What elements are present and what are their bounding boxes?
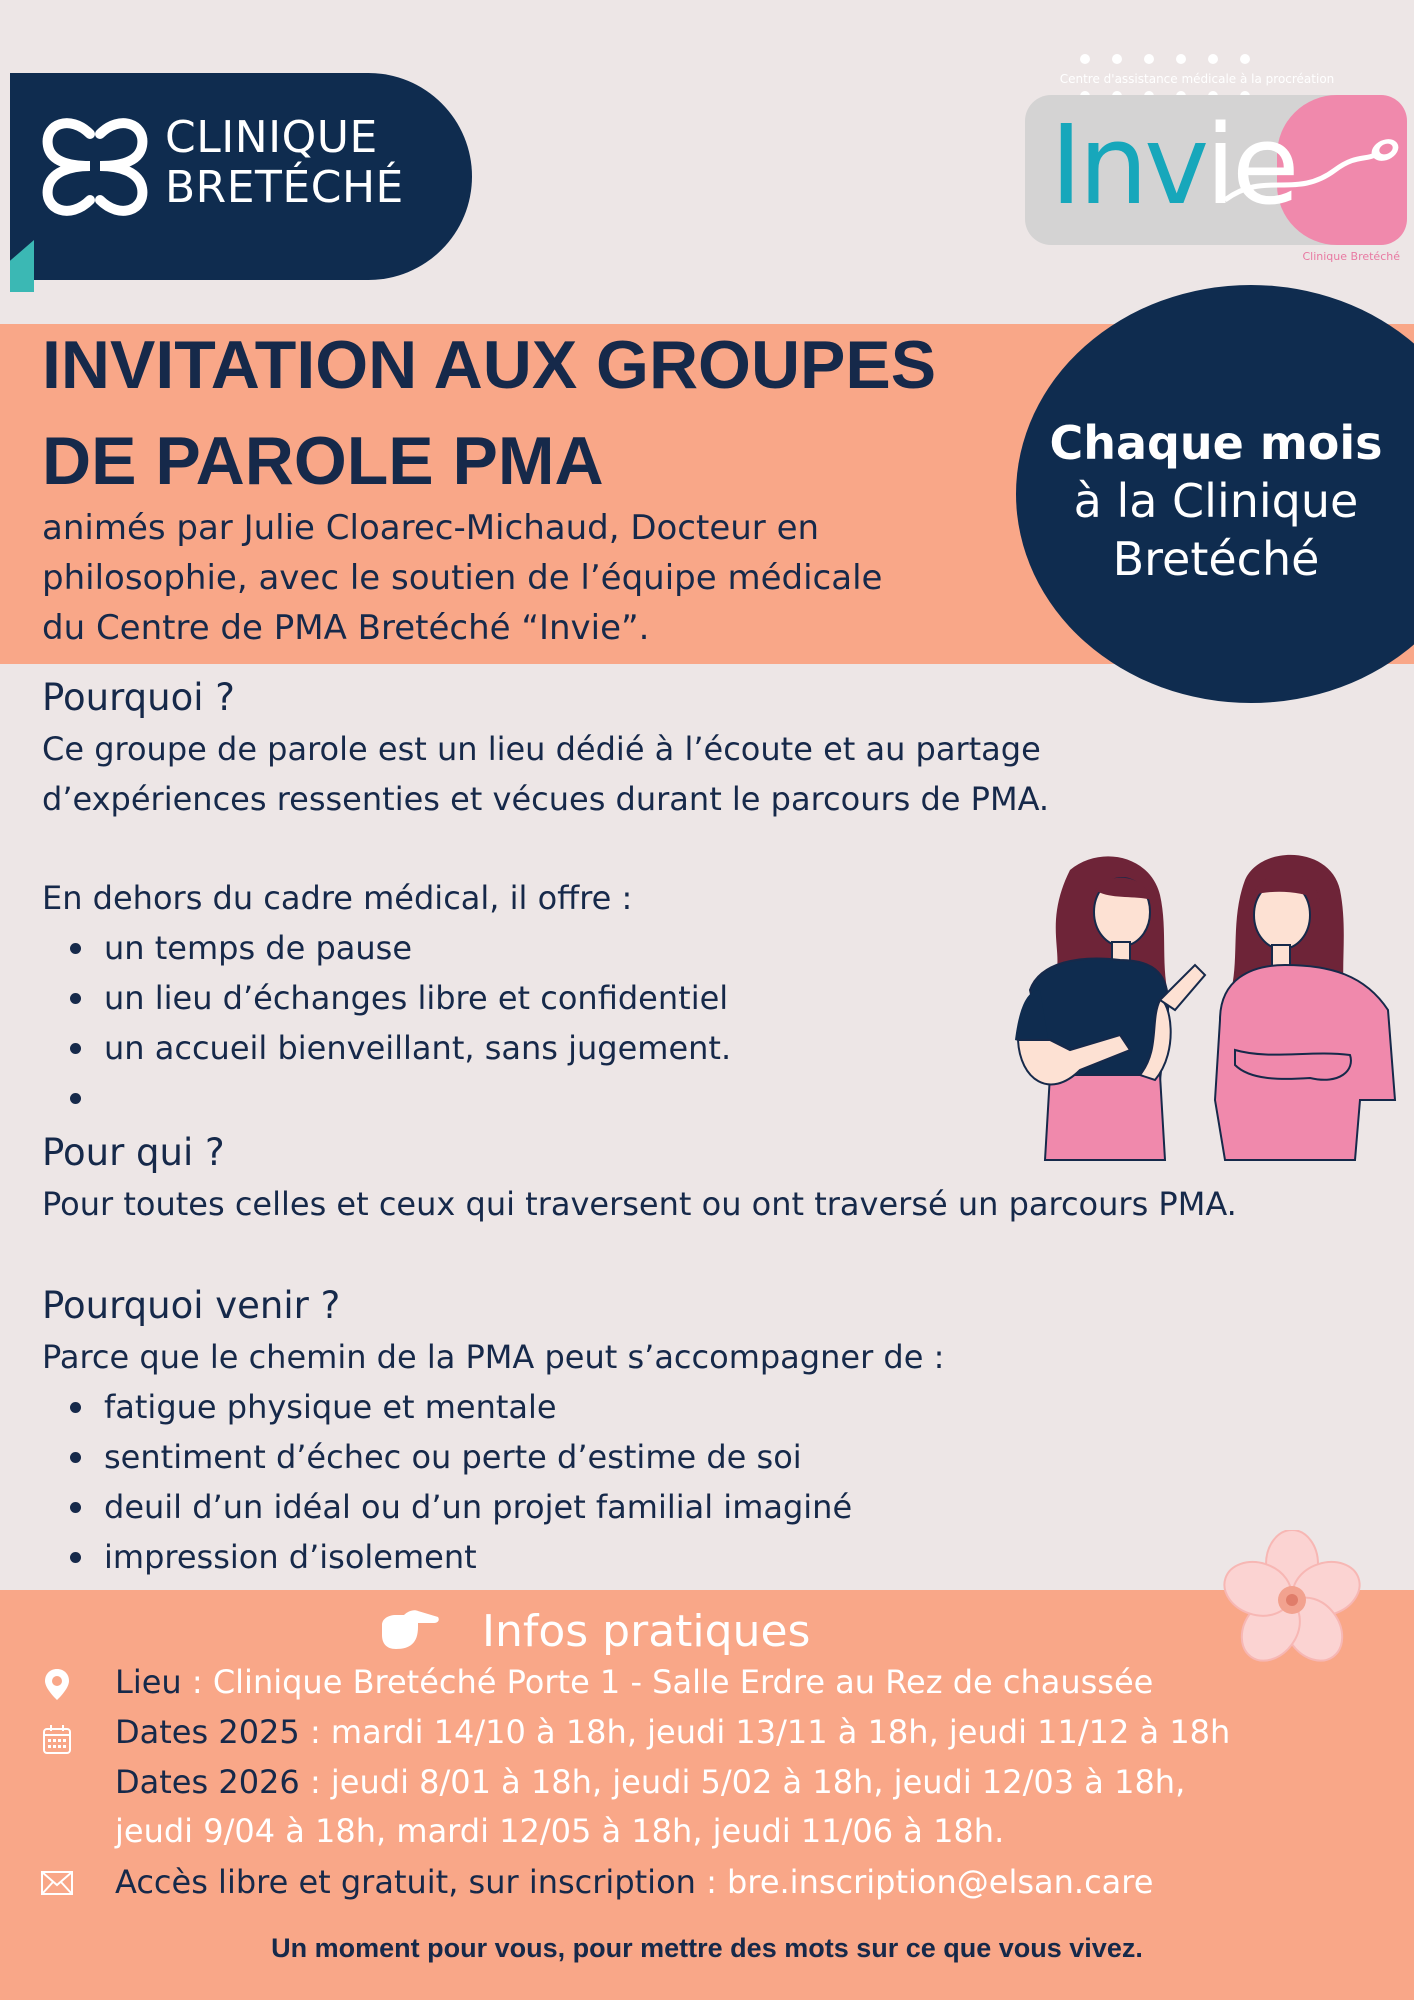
why-come-list-item: fatigue physique et mentale [104, 1388, 557, 1426]
bullet-icon [70, 993, 81, 1004]
why-list-item: un accueil bienveillant, sans jugement. [104, 1029, 732, 1067]
two-women-illustration [1010, 850, 1405, 1170]
bullet-icon [70, 943, 81, 954]
for-whom-text: Pour toutes celles et ceux qui traversent ou ont traversé un parcours PMA. [42, 1185, 1237, 1223]
why-come-list-item: deuil d’un idéal ou d’un projet familial imaginé [104, 1488, 853, 1526]
why-come-intro: Parce que le chemin de la PMA peut s’accompagner de : [42, 1338, 945, 1376]
schedule-badge-line1: Chaque mois [1049, 416, 1383, 470]
bullet-icon [70, 1552, 81, 1563]
dates-2026-info: Dates 2026 : jeudi 8/01 à 18h, jeudi 5/02 à 18h, jeudi 12/03 à 18h, [115, 1763, 1186, 1801]
invie-logo-subtitle: Clinique Bretéché [1302, 250, 1400, 263]
hero-subtitle-line3: du Centre de PMA Bretéché “Invie”. [42, 608, 650, 648]
place-info: Lieu : Clinique Bretéché Porte 1 - Salle Erdre au Rez de chaussée [115, 1663, 1154, 1701]
why-heading: Pourquoi ? [42, 676, 235, 719]
invie-logo-dots [1080, 49, 1280, 59]
bullet-icon [70, 1093, 81, 1104]
flower-icon [1218, 1530, 1366, 1670]
for-whom-heading: Pour qui ? [42, 1131, 225, 1174]
envelope-icon [40, 1866, 74, 1900]
clinic-logo-line1: CLINIQUE [165, 112, 378, 163]
clinic-logo-line2: BRETÉCHÉ [165, 162, 404, 213]
why-list-item: un lieu d’échanges libre et confidentiel [104, 979, 729, 1017]
why-list-item: un temps de pause [104, 929, 413, 967]
closing-tagline: Un moment pour vous, pour mettre des mots sur ce que vous vivez. [271, 1933, 1143, 1963]
dates-2026-info-line2: jeudi 9/04 à 18h, mardi 12/05 à 18h, jeudi 11/06 à 18h. [115, 1812, 1005, 1850]
infos-title: Infos pratiques [482, 1606, 811, 1657]
bullet-icon [70, 1402, 81, 1413]
pin-icon [40, 1667, 74, 1701]
page-title-line2: DE PAROLE PMA [42, 423, 604, 499]
access-info: Accès libre et gratuit, sur inscription : bre.inscription@elsan.care [115, 1863, 1154, 1901]
calendar-icon [40, 1722, 74, 1756]
why-come-list-item: impression d’isolement [104, 1538, 477, 1576]
bullet-icon [70, 1043, 81, 1054]
schedule-badge-line3: Bretéché [1112, 532, 1320, 586]
invie-logo-word: Invie [1050, 101, 1296, 229]
why-come-heading: Pourquoi venir ? [42, 1284, 341, 1327]
why-text-line1: Ce groupe de parole est un lieu dédié à l’écoute et au partage [42, 730, 1041, 768]
invie-logo-sperm-icon [1225, 130, 1405, 210]
bullet-icon [70, 1452, 81, 1463]
hero-subtitle-line1: animés par Julie Cloarec-Michaud, Docteur en [42, 508, 820, 548]
schedule-badge-line2: à la Clinique [1073, 474, 1359, 528]
page-title-line1: INVITATION AUX GROUPES [42, 327, 937, 403]
clinic-logo-mark [40, 112, 150, 222]
why-come-list-item: sentiment d’échec ou perte d’estime de soi [104, 1438, 802, 1476]
pointing-hand-icon [378, 1607, 440, 1653]
why-text-line2: d’expériences ressenties et vécues durant le parcours de PMA. [42, 780, 1050, 818]
invie-logo-tagline: Centre d'assistance médicale à la procréation [1059, 72, 1335, 86]
dates-2025-info: Dates 2025 : mardi 14/10 à 18h, jeudi 13/11 à 18h, jeudi 11/12 à 18h [115, 1713, 1231, 1751]
hero-subtitle-line2: philosophie, avec le soutien de l’équipe médicale [42, 558, 883, 598]
bullet-icon [70, 1502, 81, 1513]
why-intro: En dehors du cadre médical, il offre : [42, 879, 633, 917]
